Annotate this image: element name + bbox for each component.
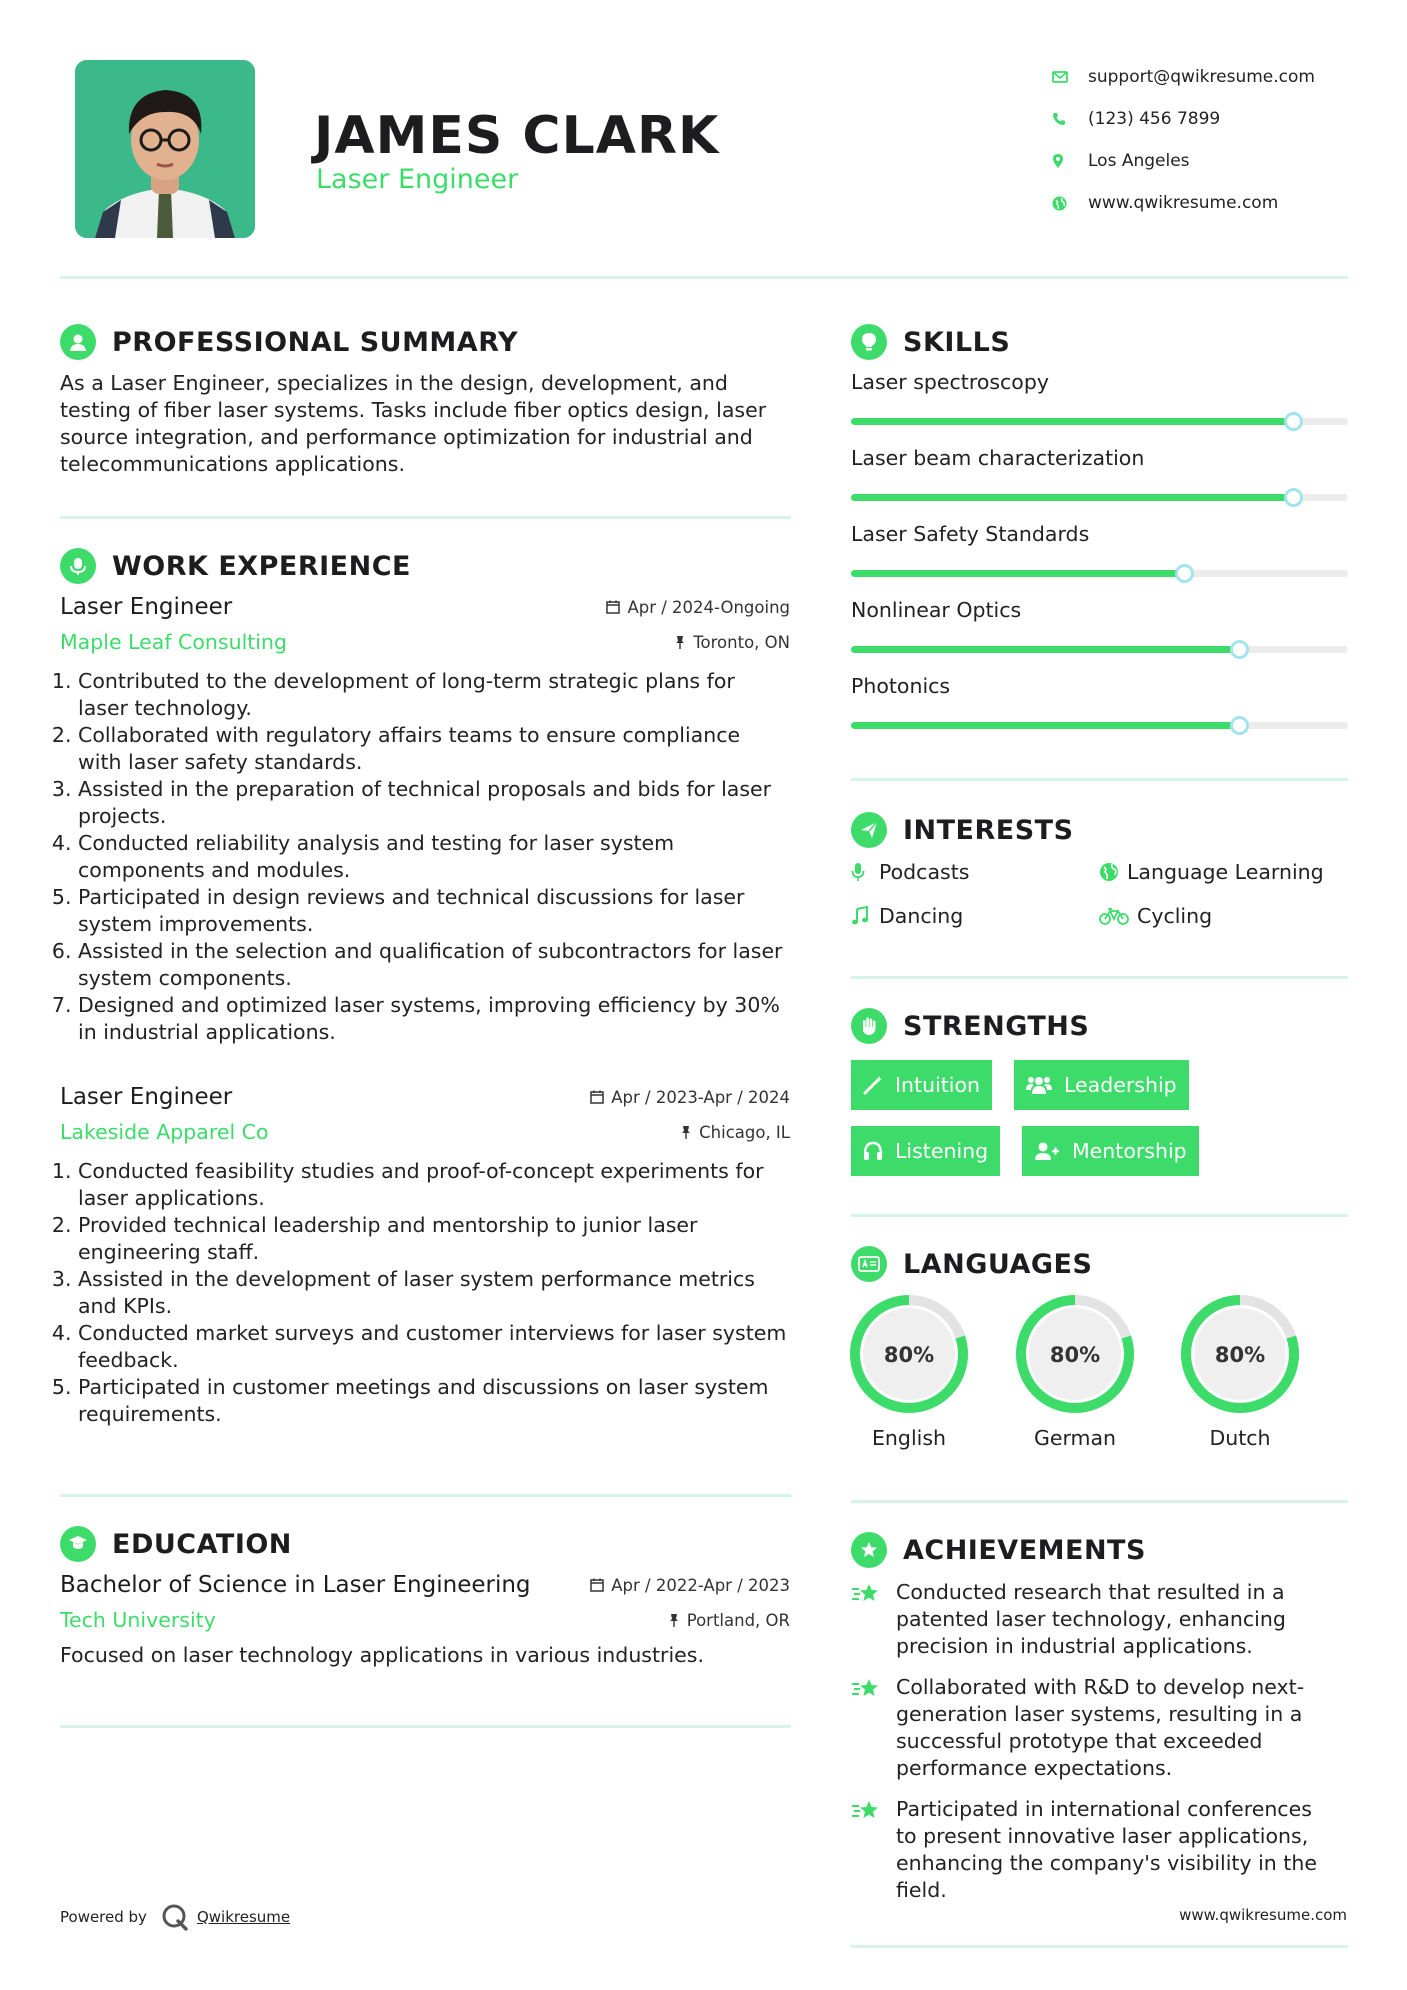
list-item: 1. Contributed to the development of long-term strategic plans for laser technology. (78, 668, 790, 722)
skill-item (851, 674, 1348, 750)
contact-website-text: www.qwikresume.com (1088, 193, 1279, 213)
skill-level-track (851, 722, 1348, 729)
interests-divider (851, 976, 1348, 979)
skill-level-fill (851, 646, 1239, 653)
footer-powered-by (60, 1903, 290, 1931)
education-heading (60, 1526, 292, 1562)
skill-name: Nonlinear Optics (851, 598, 1022, 622)
calendar-icon (606, 600, 620, 614)
skills-divider (851, 778, 1348, 781)
job-bullet-list (60, 668, 790, 1046)
contact-location (1052, 140, 1382, 182)
contact-website[interactable] (1052, 182, 1382, 224)
interest-item (1099, 860, 1324, 884)
skill-name: Laser Safety Standards (851, 522, 1090, 546)
paper-plane-icon (851, 812, 887, 848)
qwikresume-logo-icon (161, 1903, 189, 1931)
job-dates (606, 598, 790, 617)
interest-label: Language Learning (1127, 860, 1324, 884)
interest-label: Dancing (879, 904, 964, 928)
skill-level-track (851, 646, 1348, 653)
list-item: 4. Conducted reliability analysis and testing for laser system components and modules. (78, 830, 790, 884)
skill-item (851, 598, 1348, 674)
skill-level-fill (851, 570, 1184, 577)
calendar-icon (590, 1578, 604, 1592)
candidate-name: JAMES CLARK (314, 106, 720, 166)
skill-item (851, 370, 1348, 446)
job-company: Lakeside Apparel Co (60, 1120, 269, 1144)
summary-heading-label: PROFESSIONAL SUMMARY (112, 326, 519, 358)
skill-level-track (851, 570, 1348, 577)
list-item: 7. Designed and optimized laser systems, improving efficiency by 30% in industrial applications. (78, 992, 790, 1046)
achievement-text: Conducted research that resulted in a patented laser technology, enhancing precision in industrial applications. (896, 1580, 1286, 1658)
pushpin-icon (680, 1125, 692, 1139)
skill-name: Photonics (851, 674, 951, 698)
language-ring (847, 1292, 971, 1416)
job-entry (60, 594, 790, 1046)
shooting-star-icon (851, 1674, 896, 1782)
strengths-divider (851, 1214, 1348, 1217)
skill-level-fill (851, 722, 1239, 729)
achievements-heading (851, 1532, 1146, 1568)
podium-icon (60, 548, 96, 584)
list-item: 3. Assisted in the preparation of technical proposals and bids for laser projects. (78, 776, 790, 830)
school-name: Tech University (60, 1608, 216, 1632)
languages-heading (851, 1246, 1092, 1282)
job-title: Laser Engineer (60, 1084, 233, 1110)
language-percent: 80% (1214, 1343, 1266, 1367)
powered-by-text: Powered by (60, 1908, 147, 1926)
strength-chip (1014, 1060, 1189, 1110)
achievement-item (851, 1579, 1348, 1660)
skill-level-knob (1230, 716, 1249, 735)
headphones-icon (863, 1141, 883, 1161)
language-item (1013, 1292, 1137, 1450)
language-name: German (1033, 1426, 1117, 1450)
job-dates-text: Apr / 2024-Ongoing (627, 597, 790, 617)
hand-icon (851, 1008, 887, 1044)
contact-phone-text: (123) 456 7899 (1088, 109, 1221, 129)
pushpin-icon (668, 1613, 680, 1627)
shooting-star-icon (851, 1796, 896, 1904)
skills-list (851, 370, 1348, 750)
strength-chip (1022, 1126, 1199, 1176)
job-bullet-list (60, 1158, 790, 1428)
music-note-icon (851, 906, 879, 926)
education-entry (60, 1572, 790, 1669)
interest-item (1099, 904, 1212, 928)
work-heading (60, 548, 411, 584)
achievement-text: Participated in international conferences to present innovative laser applications, enhancing the company's visibility in the field. (896, 1797, 1317, 1902)
user-icon (60, 324, 96, 360)
achievement-item (851, 1796, 1348, 1904)
header-divider (60, 276, 1348, 279)
strength-chip (851, 1060, 992, 1110)
globe-icon (1099, 862, 1127, 882)
users-icon (1026, 1075, 1052, 1095)
language-item (847, 1292, 971, 1450)
user-plus-icon (1034, 1141, 1060, 1161)
shooting-star-icon (851, 1579, 896, 1660)
job-location (680, 1123, 790, 1142)
skill-level-knob (1284, 488, 1303, 507)
graduate-icon (60, 1526, 96, 1562)
education-heading-label: EDUCATION (112, 1528, 292, 1560)
qwikresume-link[interactable]: Qwikresume (196, 1908, 291, 1926)
calendar-icon (590, 1090, 604, 1104)
list-item: 2. Collaborated with regulatory affairs teams to ensure compliance with laser safety standards. (78, 722, 790, 776)
achievements-heading-label: ACHIEVEMENTS (903, 1534, 1146, 1566)
language-ring (1178, 1292, 1302, 1416)
skill-item (851, 446, 1348, 522)
magic-wand-icon (863, 1075, 883, 1095)
bicycle-icon (1099, 907, 1137, 925)
education-dates-text: Apr / 2022-Apr / 2023 (611, 1575, 790, 1595)
work-heading-label: WORK EXPERIENCE (112, 550, 411, 582)
language-percent: 80% (883, 1343, 935, 1367)
language-ring (1013, 1292, 1137, 1416)
contact-location-text: Los Angeles (1088, 151, 1190, 171)
skill-level-fill (851, 418, 1293, 425)
list-item: 4. Conducted market surveys and customer interviews for laser system feedback. (78, 1320, 790, 1374)
education-dates (590, 1576, 790, 1595)
degree-title: Bachelor of Science in Laser Engineering (60, 1572, 531, 1598)
job-entry (60, 1084, 790, 1428)
skill-level-fill (851, 494, 1293, 501)
education-description: Focused on laser technology applications in various industries. (60, 1643, 704, 1667)
summary-text: As a Laser Engineer, specializes in the design, development, and testing of fiber laser systems. Tasks include fiber optics design, laser source integration, and performance optimization for industrial and telecommunications applications. (60, 371, 767, 476)
microphone-icon (851, 862, 879, 882)
language-percent: 80% (1049, 1343, 1101, 1367)
lightbulb-icon (851, 324, 887, 360)
footer-site-link[interactable]: www.qwikresume.com (1179, 1906, 1347, 1924)
skill-level-track (851, 494, 1348, 501)
strength-label: Listening (895, 1139, 989, 1163)
skill-level-knob (1230, 640, 1249, 659)
contact-email[interactable] (1052, 56, 1382, 98)
list-item: 5. Participated in design reviews and technical discussions for laser system improvements. (78, 884, 790, 938)
strengths-heading (851, 1008, 1089, 1044)
education-location (668, 1611, 790, 1630)
map-pin-icon (1052, 153, 1088, 169)
education-location-text: Portland, OR (686, 1610, 790, 1630)
job-title: Laser Engineer (60, 594, 233, 620)
skill-level-knob (1284, 412, 1303, 431)
job-dates (590, 1088, 790, 1107)
skill-name: Laser spectroscopy (851, 370, 1049, 394)
list-item: 2. Provided technical leadership and mentorship to junior laser engineering staff. (78, 1212, 790, 1266)
language-card-icon (851, 1246, 887, 1282)
envelope-icon (1052, 71, 1088, 83)
job-location-text: Chicago, IL (699, 1122, 790, 1142)
list-item: 6. Assisted in the selection and qualification of subcontractors for laser system components. (78, 938, 790, 992)
achievements-divider (851, 1945, 1348, 1948)
strength-label: Leadership (1064, 1073, 1177, 1097)
job-company: Maple Leaf Consulting (60, 630, 288, 654)
interest-item (851, 904, 963, 928)
skill-level-knob (1175, 564, 1194, 583)
interest-label: Cycling (1137, 904, 1213, 928)
languages-heading-label: LANGUAGES (903, 1248, 1093, 1280)
interest-label: Podcasts (879, 860, 970, 884)
phone-icon (1052, 112, 1088, 126)
education-divider (60, 1725, 791, 1728)
strength-label: Mentorship (1072, 1139, 1187, 1163)
interests-heading-label: INTERESTS (903, 814, 1074, 846)
language-item (1178, 1292, 1302, 1450)
contact-phone[interactable] (1052, 98, 1382, 140)
summary-divider (60, 516, 791, 519)
skill-level-track (851, 418, 1348, 425)
profile-photo (75, 60, 255, 238)
language-name: Dutch (1209, 1426, 1271, 1450)
language-name: English (871, 1426, 947, 1450)
list-item: 5. Participated in customer meetings and discussions on laser system requirements. (78, 1374, 790, 1428)
job-location-text: Toronto, ON (693, 632, 790, 652)
list-item: 3. Assisted in the development of laser system performance metrics and KPIs. (78, 1266, 790, 1320)
strengths-heading-label: STRENGTHS (903, 1010, 1090, 1042)
summary-heading (60, 324, 518, 360)
skills-heading-label: SKILLS (903, 326, 1011, 358)
languages-divider (851, 1500, 1348, 1503)
pushpin-icon (674, 635, 686, 649)
skills-heading (851, 324, 1010, 360)
candidate-title: Laser Engineer (316, 164, 519, 195)
contact-list (1052, 56, 1382, 224)
contact-email-text: support@qwikresume.com (1088, 67, 1315, 87)
skill-name: Laser beam characterization (851, 446, 1145, 470)
work-divider (60, 1494, 791, 1497)
achievement-text: Collaborated with R&D to develop next-generation laser systems, resulting in a successful prototype that exceeded performance expectations. (896, 1675, 1305, 1780)
achievement-item (851, 1674, 1348, 1782)
job-dates-text: Apr / 2023-Apr / 2024 (611, 1087, 790, 1107)
globe-icon (1052, 196, 1088, 211)
skill-item (851, 522, 1348, 598)
interest-item (851, 860, 969, 884)
strength-chip (851, 1126, 1000, 1176)
job-location (674, 633, 790, 652)
star-badge-icon (851, 1532, 887, 1568)
interests-heading (851, 812, 1074, 848)
strength-label: Intuition (895, 1073, 981, 1097)
list-item: 1. Conducted feasibility studies and proof-of-concept experiments for laser applications. (78, 1158, 790, 1212)
